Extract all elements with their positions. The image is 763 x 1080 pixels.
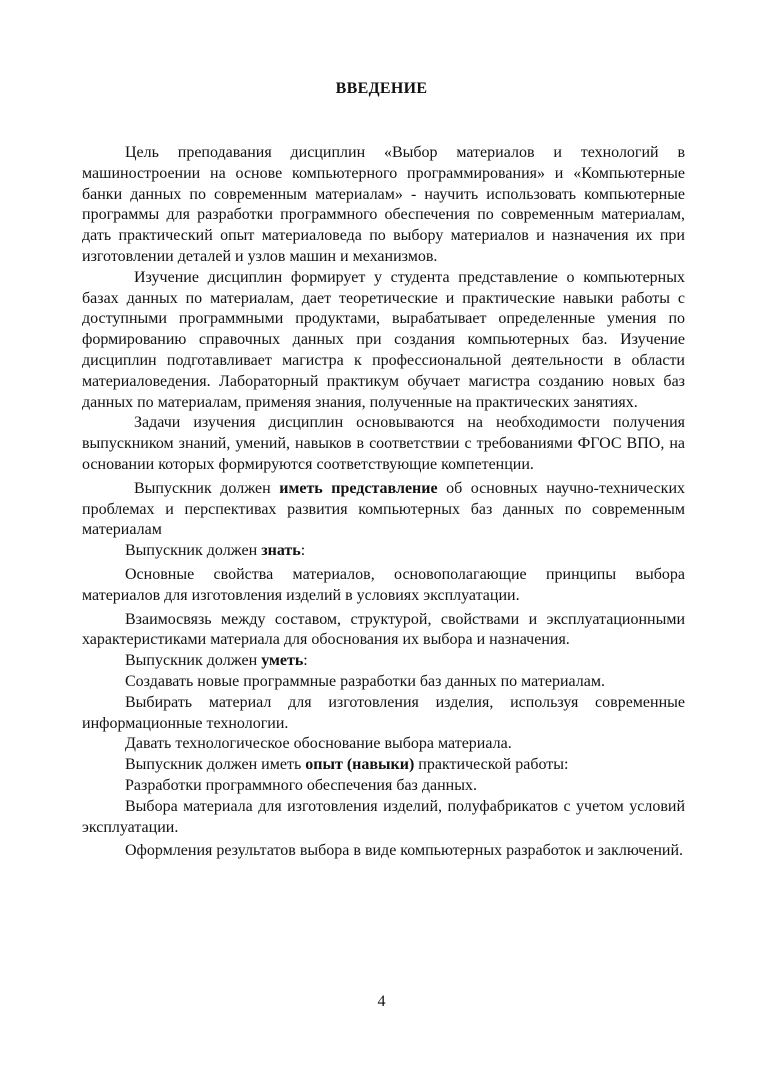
paragraph-can-heading: [82, 651, 685, 672]
paragraph-goal: Цель преподавания дисциплин «Выбор материалов и технологий в машиностроении на основе компьютерного программирования» и «Компьютерные банки данных по современным материалам» - научить использовать компьютерные программы для разработки программного обеспечения по современным материалам, дать практический опыт материаловеда по выбору материалов и назначения их при изготовлении деталей и узлов машин и механизмов.: [82, 144, 685, 265]
paragraph-text: практической работы:: [414, 756, 569, 774]
paragraph-text: :: [300, 542, 306, 560]
paragraph-text: Выпускник должен: [134, 479, 280, 497]
document-body: [82, 143, 685, 862]
bold-term: знать: [261, 542, 301, 560]
paragraph-tasks: Задачи изучения дисциплин основываются на необходимости получения выпускником знаний, умений, навыков в соответствии с требованиями ФГОС ВПО, на основании которых формируются соответствующие компетенции.: [82, 414, 685, 473]
paragraph-know-heading: [82, 541, 685, 562]
list-item: Основные свойства материалов, основополагающие принципы выбора материалов для изготовления изделий в условиях эксплуатации.: [82, 565, 685, 604]
paragraph-text: :: [303, 652, 308, 670]
list-item: Разработки программного обеспечения баз данных.: [125, 776, 477, 794]
page-title: ВВЕДЕНИЕ: [335, 80, 428, 97]
list-item: Выбирать материал для изготовления изделия, используя современные информационные технологии.: [82, 693, 685, 732]
paragraph-text: об основных научно-технических проблемах и перспективах развития компьютерных баз данных по современным материалам: [82, 479, 686, 539]
bold-term: уметь: [261, 652, 304, 670]
paragraph-text: Выпускник должен: [125, 542, 262, 560]
list-item: Выбора материала для изготовления изделий, полуфабрикатов с учетом условий эксплуатации.: [82, 797, 685, 836]
list-item: Взаимосвязь между составом, структурой, свойствами и эксплуатационными характеристиками материала для обоснования их выбора и назначения.: [82, 610, 685, 649]
paragraph-text: Выпускник должен: [125, 652, 262, 670]
paragraph-text: Выпускник должен иметь: [125, 756, 306, 774]
list-item: Оформления результатов выбора в виде компьютерных разработок и заключений.: [125, 842, 684, 860]
list-item: Давать технологическое обоснование выбора материала.: [125, 735, 512, 753]
paragraph-experience-heading: [82, 755, 685, 776]
paragraph-study: Изучение дисциплин формирует у студента представление о компьютерных базах данных по материалам, дает теоретические и практические навыки работы с доступными программными продуктами, вырабатывает определенные умения по формированию справочных данных при создания компьютерных баз. Изучение дисциплин подготавливает магистра к профессиональной деятельности в области материаловедения. Лабораторный практикум обучает магистра созданию новых баз данных по материалам, применяя знания, полученные на практических занятиях.: [82, 268, 685, 411]
list-item: Создавать новые программные разработки баз данных по материалам.: [125, 672, 605, 690]
bold-term: иметь представление: [279, 479, 438, 497]
bold-term: опыт (навыки): [305, 756, 415, 774]
page-number: 4: [377, 993, 386, 1010]
paragraph-representation: [82, 479, 685, 541]
